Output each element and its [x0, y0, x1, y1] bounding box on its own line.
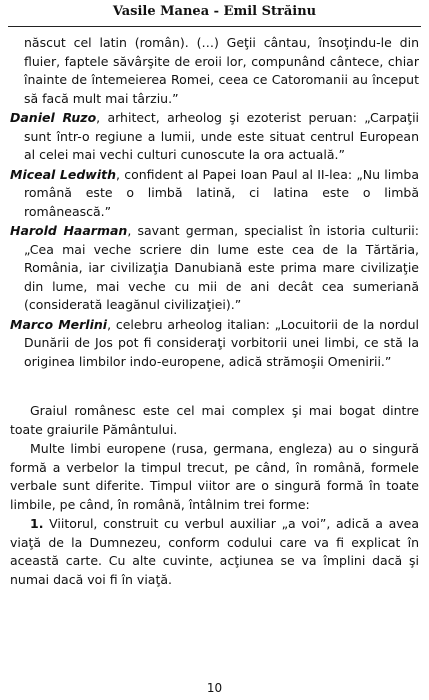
running-header: Vasile Manea - Emil Străinu [112, 4, 317, 19]
list-number: 1. [30, 516, 44, 531]
quote-text: , arhitect, arheolog şi ezoterist peruan: „Carpaţii sunt într-o regiune a lumii, unde este situat centrul European al celei mai vechi culturi cunoscute la ora actuală.” [24, 110, 420, 162]
page-content [10, 34, 419, 590]
body-paragraph: Graiul românesc este cel mai complex şi mai bogat dintre toate graiurile Pământului. [10, 403, 419, 437]
quote-marco-merlini [10, 316, 419, 372]
quote-author: Harold Haarman [10, 223, 128, 238]
quote-continuation: născut cel latin (român). (…) Geţii cântau, însoţindu-le din fluier, faptele săvârşite de eroii lor, compunând cântece, chiar înainte de întemeierea Romei, ceea ce Catoromanii au început să facă mult mai târziu.” [24, 35, 419, 106]
section-spacer [10, 372, 419, 402]
quote-daniel-ruzo [10, 109, 419, 165]
quote-author: Marco Merlini [10, 316, 108, 332]
quote-author: Miceal Ledwith [10, 166, 117, 182]
quote-author: Daniel Ruzo [10, 110, 97, 125]
quote-text: , celebru arheolog italian: „Locuitorii de la nordul Dunării de Jos pot fi consideraţi vorbitorii unei limbi, ce stă la originea limbilor indo-europene, adică strămoşii Omenirii.” [24, 316, 419, 369]
header-divider [8, 26, 421, 27]
quote-harold-haarman [10, 222, 419, 315]
page-number: 10 [206, 681, 223, 695]
body-paragraph-numbered [10, 515, 419, 589]
quote-text: , savant german, specialist în istoria culturii: „Cea mai veche scriere din lume este cea de la Tărtăria, România, iar civilizaţia Danubiană este prima mare civilizaţie din lume, mai veche cu mii de ani decât cea sumeriană (considerată leagănul civilizaţiei).” [24, 223, 419, 312]
quote-miceal-ledwith [10, 166, 419, 222]
list-text: Viitorul, construit cu verbul auxiliar „a voi”, adică a avea viaţă de la Dumnezeu, conform codului care va fi explicat în această carte. Cu alte cuvinte, acţiunea se va împlini dacă şi numai dacă voi fi în viaţă. [10, 516, 419, 587]
quote-text: , confident al Papei Ioan Paul al II-lea: „Nu limba română este o limbă latină, ci latina este o limbă românească.” [24, 166, 419, 219]
body-paragraph: Multe limbi europene (rusa, germana, engleza) au o singură formă a verbelor la timpul trecut, pe când, în română, formele verbale sunt diferite. Timpul viitor are o singură formă în toate limbile, pe când, în română, întâlnim trei forme: [10, 441, 419, 512]
